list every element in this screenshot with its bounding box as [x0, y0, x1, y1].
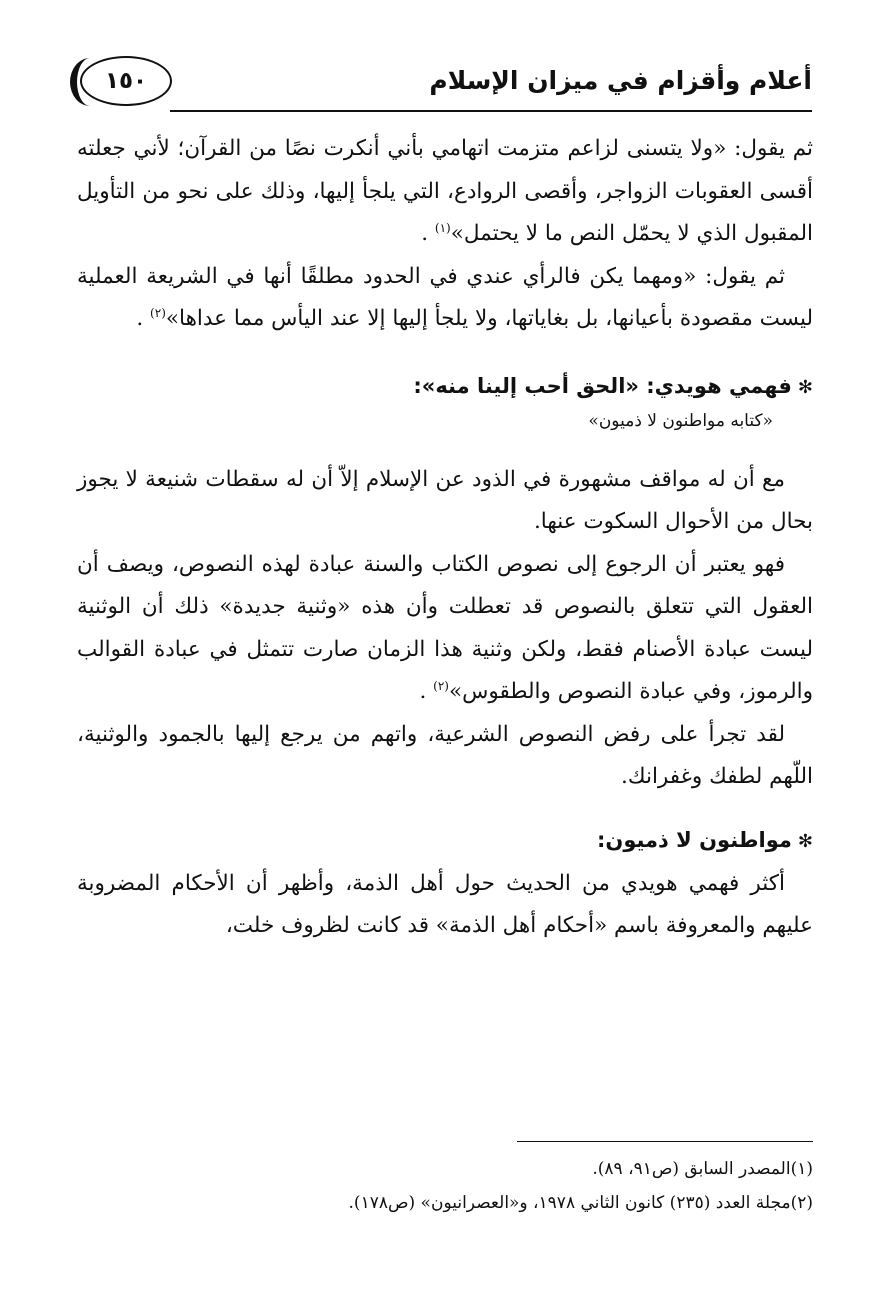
footnotes — [77, 1152, 813, 1220]
page-number: ١٥٠ — [80, 56, 172, 106]
asterisk-ornament-icon: ✻ — [797, 830, 813, 852]
paragraph-text: أكثر فهمي هويدي من الحديث حول أهل الذمة، وأظهر أن الأحكام المضروبة عليهم والمعروفة باسم «أحكام أهل الذمة» قد كانت لظروف خلت، — [77, 870, 813, 938]
section-heading — [77, 819, 813, 863]
paragraph-text: فهو يعتبر أن الرجوع إلى نصوص الكتاب والسنة عبادة لهذه النصوص، ويصف أن العقول التي تتعلق بالنصوص قد تعطلت وأن هذه «وثنية جديدة» ذلك أن الوثنية ليست عبادة الأصنام فقط، ولكن وثنية هذا الزمان صارت تتمثل في عبادة القوالب والرموز، وفي عبادة النصوص والطقوس» — [77, 551, 813, 704]
footnote-separator — [517, 1141, 813, 1142]
footnote-item: (٢)مجلة العدد (٢٣٥) كانون الثاني ١٩٧٨، و«العصرانيون» (ص١٧٨). — [348, 1193, 813, 1213]
paragraph — [77, 544, 813, 714]
paragraph-end: . — [419, 679, 434, 704]
section-subheading: «كتابه مواطنون لا ذميون» — [588, 410, 773, 431]
running-title: أعلام وأقزام في ميزان الإسلام — [429, 66, 812, 95]
heading-text: مواطنون لا ذميون: — [597, 827, 792, 852]
paragraph-end: . — [421, 221, 435, 246]
footnote-marker: (٢) — [150, 305, 166, 320]
block-spacer — [77, 799, 813, 819]
page-header — [70, 52, 812, 114]
body-text — [77, 128, 813, 948]
section-heading — [77, 365, 813, 409]
header-rule — [170, 110, 812, 112]
footnote-item: (١)المصدر السابق (ص٩١، ٨٩). — [592, 1159, 813, 1179]
block-spacer — [77, 341, 813, 365]
paragraph-end: . — [136, 306, 151, 331]
paragraph — [77, 128, 813, 256]
block-spacer — [77, 437, 813, 459]
paragraph — [77, 714, 813, 799]
paragraph-text: ثم يقول: «ومهما يكن فالرأي عندي في الحدود مطلقًا أنها في الشريعة العملية ليست مقصودة بأعيانها، بل بغاياتها، ولا يلجأ إليها إلا عند اليأس مما عداها» — [77, 263, 813, 331]
paragraph — [77, 256, 813, 341]
paragraph-text: ثم يقول: «ولا يتسنى لزاعم متزمت اتهامي بأني أنكرت نصًا من القرآن؛ لأني جعلته أقسى العقوبات الزواجر، وأقصى الروادع، التي يلجأ إليها، وذلك على نحو من التأويل المقبول الذي لا يحمّل النص ما لا يحتمل» — [77, 136, 813, 246]
asterisk-ornament-icon: ✻ — [797, 376, 813, 398]
paragraph-text: مع أن له مواقف مشهورة في الذود عن الإسلام إلاّ أن له سقطات شنيعة لا يجوز بحال من الأحوال السكوت عنها. — [77, 466, 813, 534]
paragraph — [77, 459, 813, 544]
heading-text: فهمي هويدي: «الحق أحب إلينا منه»: — [413, 373, 792, 398]
paragraph-text: لقد تجرأ على رفض النصوص الشرعية، واتهم من يرجع إليها بالجمود والوثنية، اللّهم لطفك وغفرانك. — [77, 721, 813, 789]
footnote-marker: (٢) — [433, 678, 449, 693]
page-number-badge — [70, 52, 190, 114]
footnote-marker: (١) — [434, 220, 451, 235]
paragraph — [77, 863, 813, 948]
